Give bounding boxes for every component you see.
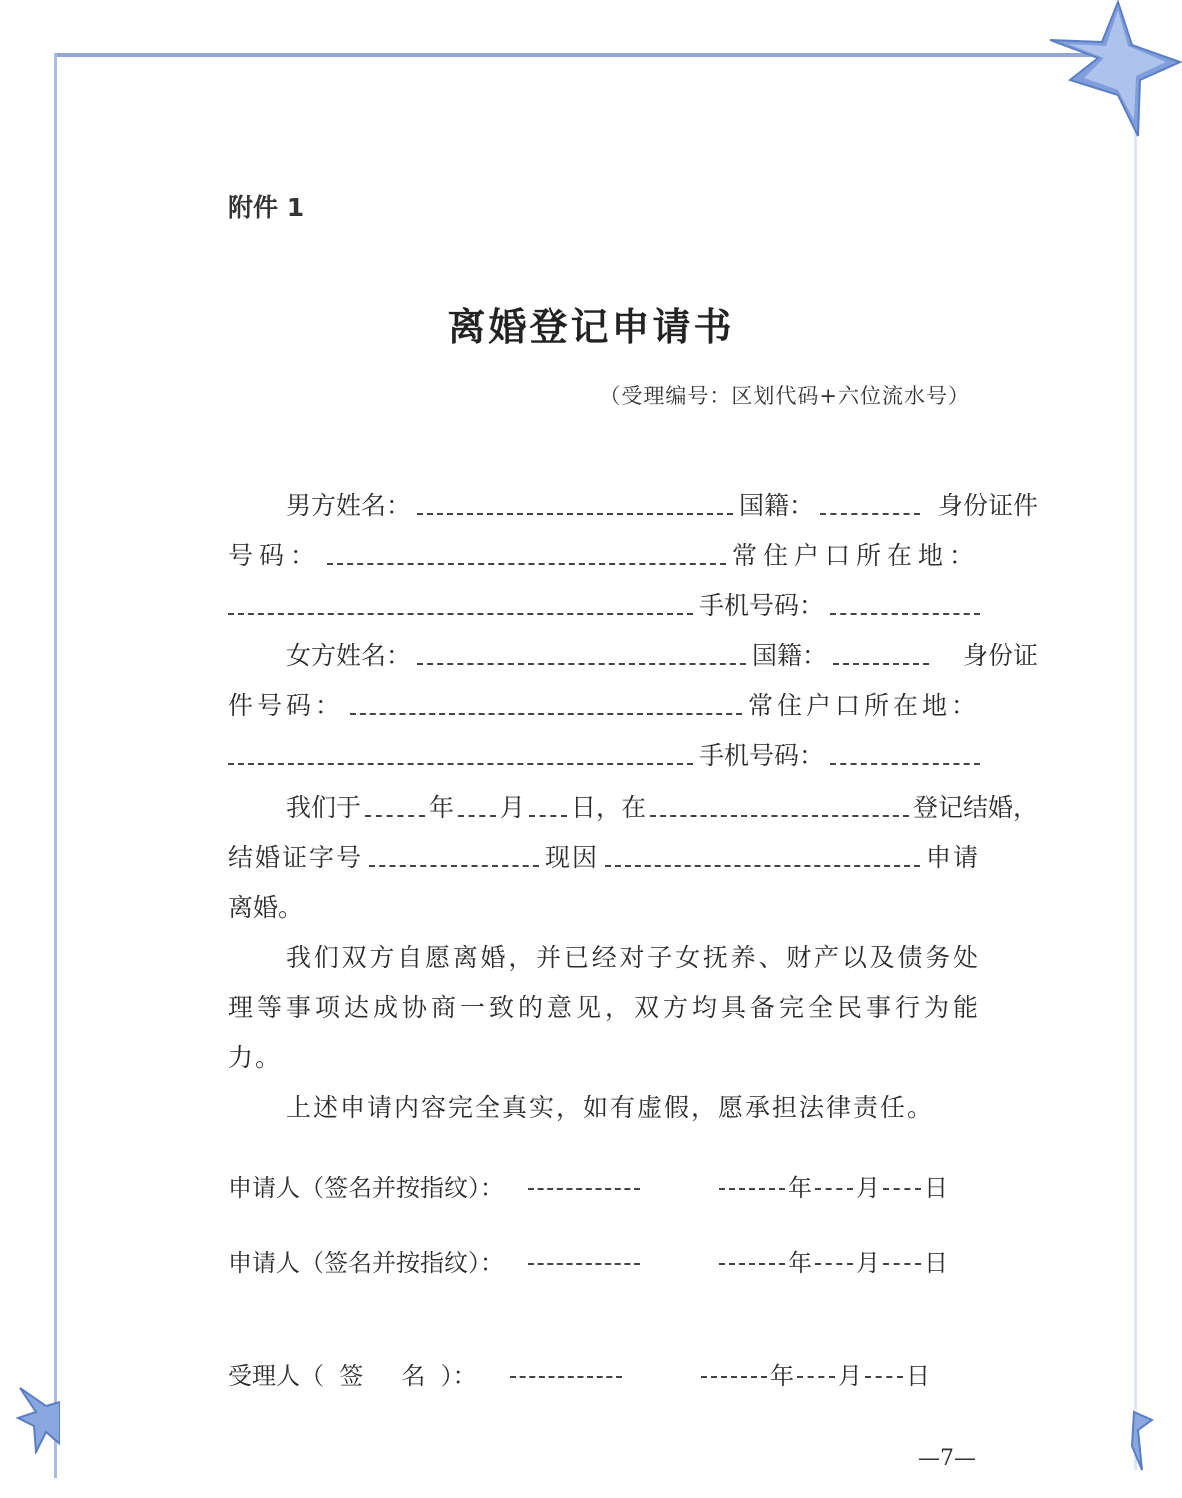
female-residence-row xyxy=(228,736,980,776)
applicant-signature-row-1 xyxy=(228,1168,968,1208)
year-text: 年 xyxy=(788,1174,812,1202)
year-field[interactable] xyxy=(701,1376,767,1378)
star-icon-bottom-right xyxy=(1128,1406,1154,1476)
month-field[interactable] xyxy=(797,1376,835,1378)
apply-text: 申请 xyxy=(925,843,980,872)
male-nationality-field[interactable] xyxy=(820,513,920,515)
frame-top-border xyxy=(54,53,1134,57)
female-id-row xyxy=(228,686,980,726)
day-text: 日 xyxy=(924,1174,948,1202)
male-phone-field[interactable] xyxy=(830,613,980,615)
female-nationality-label: 国籍： xyxy=(751,641,827,670)
applicant-date xyxy=(716,1168,948,1203)
day-field[interactable] xyxy=(883,1263,921,1265)
applicant-signature-row-2 xyxy=(228,1243,968,1283)
divorce-row xyxy=(228,888,980,928)
day-text: 日 xyxy=(906,1362,930,1390)
day-field[interactable] xyxy=(865,1376,903,1378)
handler-date xyxy=(698,1356,930,1391)
female-residence-field[interactable] xyxy=(228,763,693,765)
male-id-field[interactable] xyxy=(327,563,726,565)
handler-signature-row xyxy=(228,1356,968,1396)
female-name-field[interactable] xyxy=(417,663,746,665)
male-residence-field[interactable] xyxy=(228,613,693,615)
male-residence-label: 常住户口所在地： xyxy=(731,541,980,570)
applicant-signature-field[interactable] xyxy=(528,1188,640,1190)
month-text: 月 xyxy=(500,793,526,822)
we-on-text: 我们于 xyxy=(286,793,362,822)
month-field[interactable] xyxy=(815,1188,853,1190)
month-text: 月 xyxy=(856,1174,880,1202)
acceptance-number-note: （受理编号：区划代码+六位流水号） xyxy=(599,384,970,408)
handler-signature-label: 受理人（ 签 名 ）： xyxy=(228,1362,477,1390)
page-number: —7— xyxy=(918,1446,976,1471)
female-nationality-field[interactable] xyxy=(833,663,929,665)
cert-number-field[interactable] xyxy=(369,865,539,867)
star-icon-bottom-left xyxy=(16,1384,60,1454)
year-text: 年 xyxy=(770,1362,794,1390)
applicant-signature-label: 申请人（签名并按指纹）： xyxy=(228,1174,504,1202)
applicant-signature-label: 申请人（签名并按指纹）： xyxy=(228,1249,504,1277)
divorce-text: 离婚。 xyxy=(228,893,304,922)
agreement-paragraph: 我们双方自愿离婚，并已经对子女抚养、财产以及债务处理等事项达成协商一致的意见，双方均具备完全民事行为能力。 xyxy=(228,943,980,1072)
year-field[interactable] xyxy=(719,1188,785,1190)
female-id-field[interactable] xyxy=(350,713,742,715)
male-name-row xyxy=(228,486,1038,526)
marriage-day-field[interactable] xyxy=(529,815,567,817)
year-field[interactable] xyxy=(719,1263,785,1265)
cert-label: 结婚证字号 xyxy=(228,843,364,872)
month-text: 月 xyxy=(856,1249,880,1277)
reason-label: 现因 xyxy=(545,843,600,872)
year-text: 年 xyxy=(429,793,455,822)
marriage-date-row xyxy=(228,788,1038,828)
female-residence-label: 常住户口所在地： xyxy=(747,691,980,720)
applicant-date xyxy=(716,1243,948,1278)
year-text: 年 xyxy=(788,1249,812,1277)
male-id-row xyxy=(228,536,980,576)
registered-text: 登记结婚， xyxy=(912,793,1038,822)
male-residence-row xyxy=(228,586,980,626)
marriage-year-field[interactable] xyxy=(365,815,425,817)
day-field[interactable] xyxy=(883,1188,921,1190)
annex-label: 附件 1 xyxy=(228,193,305,222)
star-icon-top-right xyxy=(1040,0,1182,140)
marriage-place-field[interactable] xyxy=(650,815,909,817)
male-id-label-cont: 号码： xyxy=(228,541,322,570)
male-name-field[interactable] xyxy=(417,513,733,515)
marriage-month-field[interactable] xyxy=(458,815,496,817)
female-id-label-cont: 件号码： xyxy=(228,691,345,720)
day-text: 日 xyxy=(924,1249,948,1277)
handler-signature-field[interactable] xyxy=(510,1376,622,1378)
female-phone-label: 手机号码： xyxy=(698,741,824,770)
document-title: 离婚登记申请书 xyxy=(447,304,735,349)
day-text: 日， xyxy=(571,793,622,822)
male-nationality-label: 国籍： xyxy=(738,491,814,520)
month-field[interactable] xyxy=(815,1263,853,1265)
month-text: 月 xyxy=(838,1362,862,1390)
declaration-paragraph: 上述申请内容完全真实，如有虚假，愿承担法律责任。 xyxy=(286,1093,935,1122)
frame-left-border xyxy=(54,53,57,1478)
female-name-label: 女方姓名： xyxy=(286,641,412,670)
female-phone-field[interactable] xyxy=(830,763,980,765)
male-name-label: 男方姓名： xyxy=(286,491,412,520)
applicant-signature-field[interactable] xyxy=(528,1263,640,1265)
male-id-label: 身份证件 xyxy=(937,491,1038,520)
marriage-cert-row xyxy=(228,838,980,878)
reason-field[interactable] xyxy=(605,865,920,867)
female-id-label: 身份证 xyxy=(962,641,1038,670)
at-text: 在 xyxy=(621,793,647,822)
female-name-row xyxy=(228,636,1038,676)
male-phone-label: 手机号码： xyxy=(698,591,824,620)
